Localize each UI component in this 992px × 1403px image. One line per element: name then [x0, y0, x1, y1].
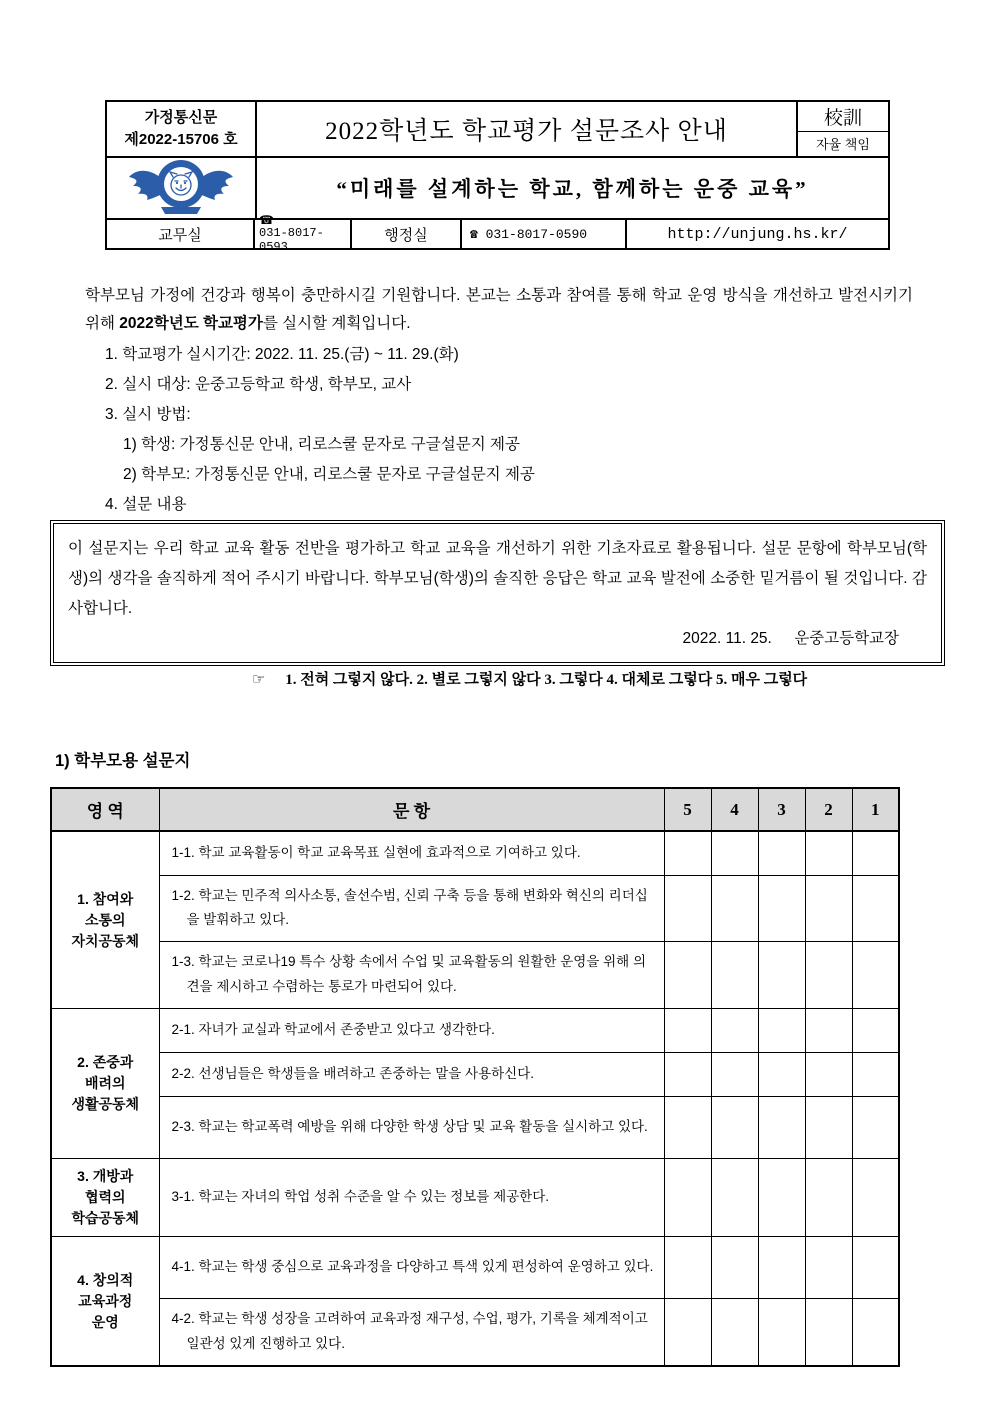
table-row	[51, 942, 899, 1009]
column-header-rating-3: 3	[758, 788, 805, 831]
question-cell: 2-2. 선생님들은 학생들을 배려하고 존중하는 말을 사용하신다.	[159, 1053, 664, 1097]
column-header-area: 영 역	[51, 788, 159, 831]
rating-cell[interactable]	[805, 1053, 852, 1097]
rating-cell[interactable]	[664, 1237, 711, 1299]
table-row	[51, 1159, 899, 1237]
table-row	[51, 875, 899, 942]
rating-cell[interactable]	[758, 1159, 805, 1237]
rating-cell[interactable]	[852, 1053, 899, 1097]
office1-phone-cell	[255, 213, 352, 254]
notice-signer: 운중고등학교장	[794, 629, 899, 647]
school-slogan: “미래를 설계하는 학교, 함께하는 운중 교육”	[336, 177, 809, 201]
rating-cell[interactable]	[805, 1097, 852, 1159]
masthead-row-2	[107, 158, 888, 220]
notice-signature	[68, 624, 927, 654]
office2-phone: ☎ 031-8017-0590	[462, 220, 627, 248]
table-row	[51, 1237, 899, 1299]
rating-cell[interactable]	[711, 1097, 758, 1159]
rating-cell[interactable]	[805, 1159, 852, 1237]
list-item: 2) 학부모: 가정통신문 안내, 리로스쿨 문자로 구글설문지 제공	[123, 466, 535, 483]
office2-label: 행정실	[352, 220, 462, 248]
rating-cell[interactable]	[664, 875, 711, 942]
intro-text-bold: 2022학년도 학교평가	[119, 315, 263, 333]
motto-label: 校訓	[798, 102, 888, 132]
area-line: 자치공동체	[71, 932, 140, 949]
notice-date: 2022. 11. 25.	[682, 629, 772, 647]
question-cell: 1-2. 학교는 민주적 의사소통, 솔선수범, 신뢰 구축 등을 통해 변화와 혁신의 리더십을 발휘하고 있다.	[159, 875, 664, 942]
rating-cell[interactable]	[711, 1009, 758, 1053]
phone-icon: ☎	[259, 213, 274, 228]
rating-cell[interactable]	[852, 1097, 899, 1159]
column-header-rating-5: 5	[664, 788, 711, 831]
rating-cell[interactable]	[852, 1237, 899, 1299]
list-item: 4. 설문 내용	[105, 496, 187, 513]
question-cell: 1-1. 학교 교육활동이 학교 교육목표 실현에 효과적으로 기여하고 있다.	[159, 831, 664, 875]
list-item: 2. 실시 대상: 운중고등학교 학생, 학부모, 교사	[105, 376, 412, 393]
intro-text-after: 를 실시할 계획입니다.	[262, 315, 411, 333]
rating-cell[interactable]	[852, 1009, 899, 1053]
rating-cell[interactable]	[664, 831, 711, 875]
area-line: 1. 참여와	[77, 890, 134, 907]
rating-cell[interactable]	[852, 875, 899, 942]
list-item: 1) 학생: 가정통신문 안내, 리로스쿨 문자로 구글설문지 제공	[123, 436, 520, 453]
question-cell: 2-1. 자녀가 교실과 학교에서 존중받고 있다고 생각한다.	[159, 1009, 664, 1053]
column-header-rating-4: 4	[711, 788, 758, 831]
area-cell-2	[51, 1009, 159, 1159]
doc-number-cell	[107, 102, 257, 156]
question-cell: 1-3. 학교는 코로나19 특수 상황 속에서 수업 및 교육활동의 원활한 운영을 위해 의견을 제시하고 수렴하는 통로가 마련되어 있다.	[159, 942, 664, 1009]
table-row	[51, 831, 899, 875]
rating-cell[interactable]	[758, 1097, 805, 1159]
rating-cell[interactable]	[711, 831, 758, 875]
rating-cell[interactable]	[664, 942, 711, 1009]
table-row	[51, 1053, 899, 1097]
area-cell-4	[51, 1237, 159, 1366]
question-cell: 2-3. 학교는 학교폭력 예방을 위해 다양한 학생 상담 및 교육 활동을 실시하고 있다.	[159, 1097, 664, 1159]
rating-cell[interactable]	[758, 831, 805, 875]
area-line: 학습공동체	[71, 1210, 140, 1227]
area-line: 2. 존중과	[77, 1054, 134, 1071]
motto-value: 자율 책임	[816, 137, 870, 153]
rating-cell[interactable]	[852, 1299, 899, 1366]
rating-cell[interactable]	[758, 875, 805, 942]
rating-cell[interactable]	[711, 1159, 758, 1237]
rating-cell[interactable]	[758, 942, 805, 1009]
body-list	[105, 340, 925, 520]
rating-cell[interactable]	[758, 1053, 805, 1097]
area-line: 3. 개방과	[77, 1168, 134, 1185]
rating-cell[interactable]	[758, 1299, 805, 1366]
area-line: 협력의	[84, 1189, 126, 1206]
office1-label: 교무실	[107, 220, 255, 248]
rating-cell[interactable]	[711, 1237, 758, 1299]
rating-cell[interactable]	[805, 1009, 852, 1053]
rating-scale-note	[252, 668, 972, 689]
area-line: 4. 창의적	[77, 1271, 134, 1288]
office1-phone: 031-8017-0593	[259, 226, 324, 254]
area-line: 생활공동체	[71, 1096, 140, 1113]
column-header-rating-2: 2	[805, 788, 852, 831]
motto-cell	[796, 102, 888, 156]
logo-cell	[107, 158, 257, 218]
rating-cell[interactable]	[852, 831, 899, 875]
rating-cell[interactable]	[664, 1159, 711, 1237]
rating-cell[interactable]	[711, 1053, 758, 1097]
area-cell-1	[51, 831, 159, 1009]
masthead-table	[105, 100, 890, 254]
question-cell: 3-1. 학교는 자녀의 학업 성취 수준을 알 수 있는 정보를 제공한다.	[159, 1159, 664, 1237]
school-emblem-icon	[126, 157, 236, 220]
area-line: 소통의	[84, 911, 126, 928]
table-row	[51, 1097, 899, 1159]
survey-table	[50, 787, 900, 1367]
rating-cell[interactable]	[664, 1097, 711, 1159]
rating-cell[interactable]	[711, 942, 758, 1009]
question-cell: 4-2. 학교는 학생 성장을 고려하여 교육과정 재구성, 수업, 평가, 기록을 체계적이고 일관성 있게 진행하고 있다.	[159, 1299, 664, 1366]
doc-number: 제2022-15706 호	[124, 131, 238, 148]
survey-header-row	[51, 788, 899, 831]
notice-text: 이 설문지는 우리 학교 교육 활동 전반을 평가하고 학교 교육을 개선하기 위한 기초자료로 활용됩니다. 설문 문항에 학부모님(학생)의 생각을 솔직하게 적어 주시기 바랍니다. 학부모님(학생)의 솔직한 응답은 학교 교육 발전에 소중한 밑거름이 될 것입니다. 감사합니다.	[68, 540, 927, 617]
rating-cell[interactable]	[852, 1159, 899, 1237]
rating-scale-text: 1. 전혀 그렇지 않다. 2. 별로 그렇지 않다 3. 그렇다 4. 대체로 그렇다 5. 매우 그렇다	[285, 672, 808, 688]
area-line: 교육과정	[78, 1292, 133, 1309]
rating-cell[interactable]	[805, 831, 852, 875]
intro-paragraph	[85, 282, 913, 338]
survey-section-title: 1) 학부모용 설문지	[55, 752, 191, 770]
rating-cell[interactable]	[664, 1299, 711, 1366]
rating-cell[interactable]	[805, 1299, 852, 1366]
page-title: 2022학년도 학교평가 설문조사 안내	[325, 118, 728, 145]
school-website: http://unjung.hs.kr/	[667, 225, 848, 243]
rating-cell[interactable]	[758, 1009, 805, 1053]
list-item: 3. 실시 방법:	[105, 406, 191, 423]
rating-cell[interactable]	[711, 875, 758, 942]
rating-cell[interactable]	[711, 1299, 758, 1366]
notice-box	[50, 520, 945, 666]
rating-cell[interactable]	[805, 942, 852, 1009]
pointer-icon: ☞	[252, 672, 266, 688]
masthead-row-3	[107, 213, 888, 254]
list-item: 1. 학교평가 실시기간: 2022. 11. 25.(금) ~ 11. 29.(화)	[105, 346, 459, 363]
area-line: 배려의	[84, 1075, 126, 1092]
table-row	[51, 1009, 899, 1053]
table-row	[51, 1299, 899, 1366]
rating-cell[interactable]	[805, 1237, 852, 1299]
column-header-rating-1: 1	[852, 788, 899, 831]
doc-type: 가정통신문	[144, 109, 218, 127]
area-cell-3	[51, 1159, 159, 1237]
rating-cell[interactable]	[664, 1053, 711, 1097]
rating-cell[interactable]	[664, 1009, 711, 1053]
rating-cell[interactable]	[758, 1237, 805, 1299]
column-header-question: 문 항	[159, 788, 664, 831]
area-line: 운영	[91, 1313, 119, 1330]
rating-cell[interactable]	[852, 942, 899, 1009]
question-cell: 4-1. 학교는 학생 중심으로 교육과정을 다양하고 특색 있게 편성하여 운영하고 있다.	[159, 1237, 664, 1299]
intro-text-before: 학부모님 가정에 건강과 행복이 충만하시길 기원합니다. 본교는 소통과 참여를 통해 학교 운영 방식을 개선하고 발전시키기 위해	[85, 287, 913, 333]
rating-cell[interactable]	[805, 875, 852, 942]
masthead-row-1	[107, 102, 888, 158]
